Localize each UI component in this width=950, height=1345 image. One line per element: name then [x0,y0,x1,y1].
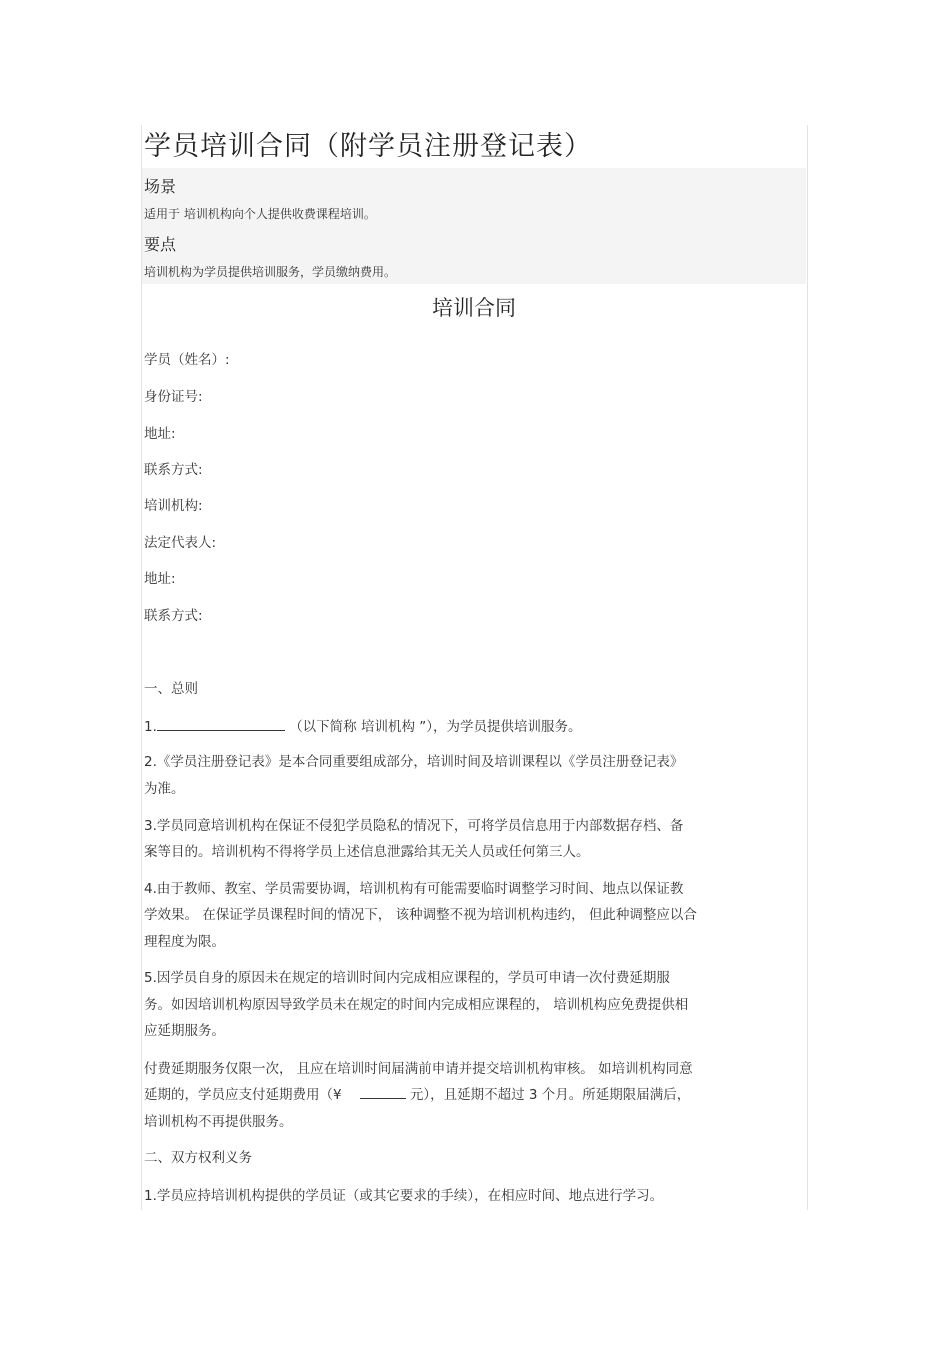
rights-clause-1: 1.学员应持培训机构提供的学员证（或其它要求的手续），在相应时间、地点进行学习。 [144,1188,664,1204]
clause-3-line-2: 案等目的。培训机构不得将学员上述信息泄露给其无关人员或任何第三人。 [144,844,590,860]
scene-text: 适用于 培训机构向个人提供收费课程培训。 [144,207,376,221]
extension-para-line-1: 付费延期服务仅限一次， 且应在培训时间届满前申请并提交培训机构审核。 如培训机构同意 [144,1061,693,1077]
section-general-title: 一、总则 [144,681,198,697]
clause-2-line-1: 2.《学员注册登记表》是本合同重要组成部分，培训时间及培训课程以《学员注册登记表》 [144,754,684,770]
field-student-name: 学员（姓名）: [144,352,230,368]
extension-fee-text: 延期的，学员应支付延期费用（¥ [144,1087,342,1103]
field-id-number: 身份证号: [144,389,203,405]
field-student-contact: 联系方式: [144,462,203,478]
clause-5-line-1: 5.因学员自身的原因未在规定的培训时间内完成相应课程的，学员可申请一次付费延期服 [144,970,670,986]
document-title: 学员培训合同（附学员注册登记表） [144,131,592,162]
clause-4-line-1: 4.由于教师、教室、学员需要协调，培训机构有可能需要临时调整学习时间、地点以保证教 [144,881,684,897]
field-student-address: 地址: [144,426,176,442]
clause-2-line-2: 为准。 [144,781,185,797]
field-institution-address: 地址: [144,571,176,587]
clause-3-line-1: 3.学员同意培训机构在保证不侵犯学员隐私的情况下，可将学员信息用于内部数据存档、备 [144,818,684,834]
clause-1-prefix: 1. [144,719,157,735]
field-institution: 培训机构: [144,498,203,514]
contract-title: 培训合同 [432,296,516,320]
key-points-heading: 要点 [144,235,177,254]
document-frame [141,125,808,1210]
extension-para-line-2 [144,1083,690,1103]
field-legal-representative: 法定代表人: [144,535,217,551]
key-points-text: 培训机构为学员提供培训服务，学员缴纳费用。 [144,265,397,279]
field-institution-contact: 联系方式: [144,608,203,624]
clause-1 [144,715,582,735]
scene-heading: 场景 [144,177,177,196]
institution-name-blank [157,716,285,731]
clause-4-line-3: 理程度为限。 [144,934,225,950]
clause-5-line-2: 务。如因培训机构原因导致学员未在规定的时间内完成相应课程的， 培训机构应免费提供相 [144,997,689,1013]
clause-4-line-2: 学效果。 在保证学员课程时间的情况下， 该种调整不视为培训机构违约， 但此种调整应以合 [144,907,697,923]
clause-1-text: （以下简称 培训机构 ”），为学员提供培训服务。 [289,719,582,735]
extension-limit-text: 元），且延期不超过 3 个月。所延期限届满后， [409,1087,691,1103]
section-rights-title: 二、双方权利义务 [144,1150,252,1166]
clause-5-line-3: 应延期服务。 [144,1023,225,1039]
extension-fee-blank [360,1084,406,1099]
extension-para-line-3: 培训机构不再提供服务。 [144,1114,293,1130]
